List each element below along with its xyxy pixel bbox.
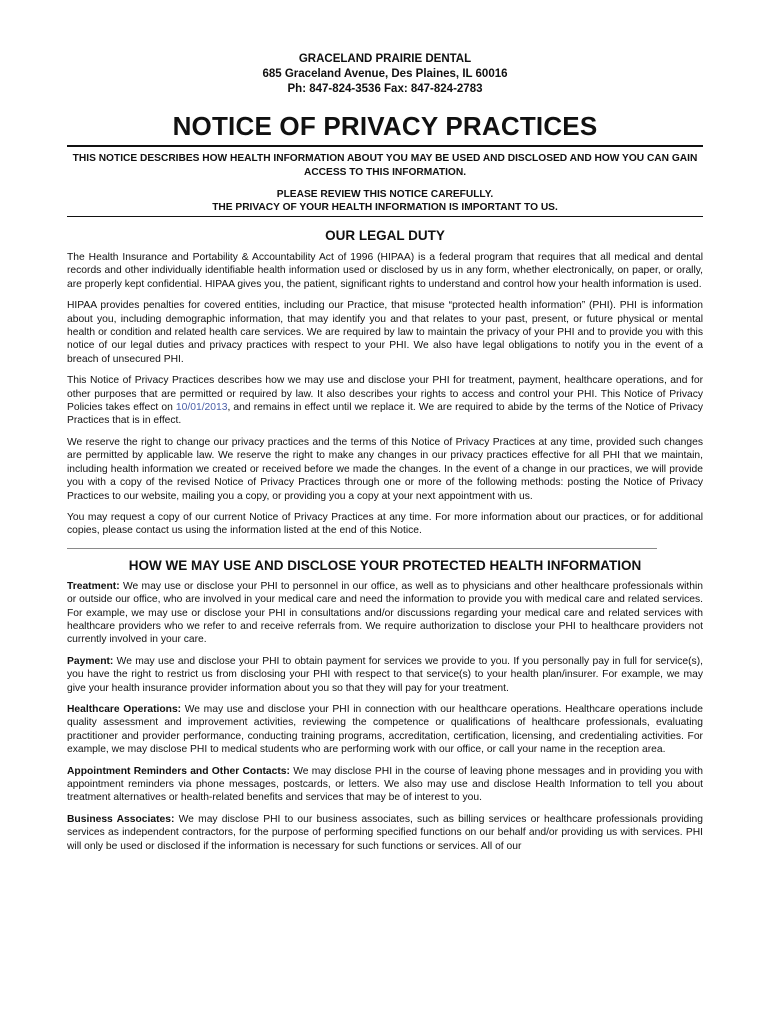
practice-address: 685 Graceland Avenue, Des Plaines, IL 60016 (262, 68, 508, 80)
review-line-2: THE PRIVACY OF YOUR HEALTH INFORMATION IS IMPORTANT TO US. (67, 201, 703, 217)
use-item-appointment-reminders (67, 765, 703, 805)
section-heading-legal-duty: OUR LEGAL DUTY (325, 228, 445, 243)
use-item-healthcare-operations (67, 703, 703, 757)
paragraph-text: This Notice of Privacy Practices describes how we may use and disclose your PHI for treatment, payment, healthcare operations, and for other purposes that are permitted or required by law. It also describes your rights to access and control your PHI. This Notice of Privacy Policies takes effect on (67, 375, 703, 414)
item-text: We may use and disclose your PHI to obtain payment for services we provide to you. If you personally pay in full for service(s), you have the right to restrict us from disclosing your PHI with respect to that service(s) to your health plan/insurer. For example, we may give your health insurance provider information about you so that they will pay for your treatment. (67, 655, 703, 694)
item-lead: Payment: (67, 655, 114, 667)
legal-duty-paragraph-2: HIPAA provides penalties for covered entities, including our Practice, that misuse “protected health information” (PHI). PHI is information about you, including demographic information, that may identify you and that relates to your past, present, or future physical or mental health or condition and related health care services. We are required by law to maintain the privacy of your PHI and to provide you with this notice of our legal duties and privacy practices with respect to your PHI. We also have legal obligations to notify you in the event of a breach of unsecured PHI. (67, 300, 703, 365)
section-heading-use-disclose: HOW WE MAY USE AND DISCLOSE YOUR PROTECTED HEALTH INFORMATION (128, 557, 642, 573)
item-text: We may disclose PHI to our business associates, such as billing services or healthcare professionals providing services as independent contractors, for the purpose of performing specified functions on our behalf and/or providing us with services. PHI will only be used or disclosed if the information is necessary for such functions or services. All of our (67, 813, 703, 852)
practice-name: GRACELAND PRAIRIE DENTAL (298, 53, 472, 65)
use-item-treatment (67, 580, 703, 647)
use-item-payment (67, 655, 703, 695)
item-lead: Appointment Reminders and Other Contacts: (67, 765, 290, 777)
item-lead: Treatment: (67, 580, 120, 592)
review-notice (67, 188, 703, 217)
title-rule (67, 145, 703, 147)
item-lead: Business Associates: (67, 813, 175, 825)
notice-subtitle: THIS NOTICE DESCRIBES HOW HEALTH INFORMATION ABOUT YOU MAY BE USED AND DISCLOSED AND HOW YOU CAN GAIN ACCESS TO THIS INFORMATION. (72, 153, 698, 178)
item-text: We may use or disclose your PHI to personnel in our office, as well as to physicians and other healthcare professionals within or outside our office, who are involved in your medical care and need the information to provide you with medical care and related services. For example, we may use or disclose your PHI in consultations and/or discussions regarding your medical care and related services with healthcare providers who we refer to and receive referrals from. We require authorization to disclose your PHI to healthcare providers not currently involved in your care. (67, 580, 703, 646)
item-lead: Healthcare Operations: (67, 703, 182, 715)
legal-duty-paragraph-1: The Health Insurance and Portability & Accountability Act of 1996 (HIPAA) is a federal program that requires that all medical and dental records and other individually identifiable health information used or disclosed by us in any form, whether electronically, on paper, or orally, are properly kept confidential. HIPAA gives you, the patient, significant rights to understand and control how your health information is used. (67, 252, 703, 290)
paragraph-text: , and remains in effect until we replace it. We are required to abide by the terms of the Notice of Privacy Practices that is in effect. (67, 402, 703, 427)
page-title: NOTICE OF PRIVACY PRACTICES (172, 111, 598, 141)
use-item-business-associates (67, 813, 703, 853)
item-text: We may use and disclose your PHI in connection with our healthcare operations. Healthcare operations include quality assessment and improvement activities, reviewing the competence or qualifications of healthcare professionals, evaluating practitioner and provider performance, conducting training programs, accreditation, certification, licensing, and credentialing activities. For example, we may disclose PHI to medical students who are performing work with our office, or call your name in the reception area. (67, 703, 703, 756)
notice-page (67, 52, 703, 861)
section-divider (67, 548, 657, 549)
effective-date: 10/01/2013 (175, 402, 228, 414)
legal-duty-paragraph-4: We reserve the right to change our privacy practices and the terms of this Notice of Privacy Practices at any time, provided such changes are permitted by applicable law. We reserve the right to make any changes in our privacy practices effective for all PHI that we maintain, including health information we created or received before we made the changes. In the event of a change in our practices, we will provide you with a copy of the revised Notice of Privacy Practices through one or more of the following methods: posting the Notice of Privacy Practices to our website, mailing you a copy, or providing you a copy at your next appointment with us. (67, 436, 703, 502)
legal-duty-paragraph-3 (67, 374, 703, 428)
review-line-1: PLEASE REVIEW THIS NOTICE CAREFULLY. (276, 189, 494, 200)
practice-phone-fax: Ph: 847-824-3536 Fax: 847-824-2783 (287, 83, 483, 95)
legal-duty-paragraph-5: You may request a copy of our current Notice of Privacy Practices at any time. For more information about our practices, or for additional copies, please contact us using the information listed at the end of this Notice. (67, 511, 703, 537)
item-text: We may disclose PHI in the course of leaving phone messages and in providing you with appointment reminders via phone messages, postcards, or letters. We also may use and disclose Health Information to tell you about treatment alternatives or health-related benefits and services that may be of interest to you. (67, 765, 703, 804)
letterhead (67, 52, 703, 97)
